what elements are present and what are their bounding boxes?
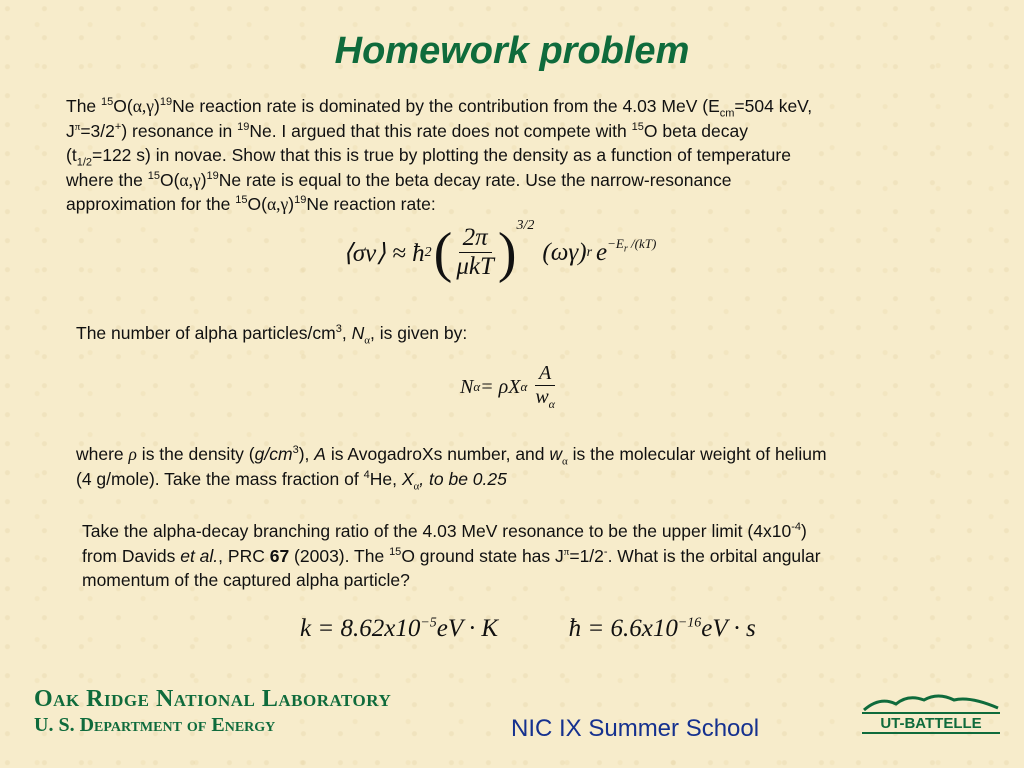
ut-battelle-logo <box>858 690 1004 738</box>
p1-line-5: approximation for the $^{15}O(\alpha,\gamma)^{19}Ne$ reaction rate: <box>66 194 436 214</box>
problem-paragraph-2: The number of alpha particles/$cm^3$, $N_\alpha$, is given by: <box>76 323 468 347</box>
eq2-fraction: $\frac{A}{w_\alpha}$ <box>535 362 555 411</box>
slide-title: Homework problem <box>334 30 690 72</box>
p4-line-1: Take the alpha-decay branching ratio of the 4.03 MeV resonance to be the upper limit $(4x10^{-4})$ <box>82 521 807 541</box>
p1-line-2: $J^\pi=3/2^+$) resonance in $^{19}$Ne. I argued that this rate does not compete with $^{15}$O beta decay <box>66 120 748 141</box>
p4-line-3: momentum of the captured alpha particle? <box>82 570 410 590</box>
boltzmann-constant: $k = 8.62x10^{-5}eV \cdot K$ <box>300 615 499 642</box>
p1-line-3: ($t_{1/2}=122$ s) in novae. Show that this is true by plotting the density as a function of temperature <box>66 145 791 169</box>
logo-text: UT-BATTELLE <box>880 715 982 732</box>
p3-line-2: (4 g/mole). Take the mass fraction of $^4$He, $X_\alpha$, to be 0.25 <box>76 468 507 492</box>
p1-line-4: where the $^{15}O(\alpha,\gamma)^{19}Ne$ rate is equal to the beta decay rate. Use the narrow-resonance <box>66 169 732 190</box>
p1-line-1: The $^{15}O(\alpha,\gamma)^{19}Ne$ reaction rate is dominated by the contribution from the 4.03 MeV ($E_{cm}=504$ keV, <box>66 96 813 120</box>
p4-line-2: from Davids et al., PRC 67 (2003). The $^{15}$O ground state has $J^\pi=1/2^-$. What is the orbital angular <box>82 545 821 566</box>
doe-name: U. S. Department of Energy <box>34 714 276 736</box>
problem-paragraph-4 <box>82 519 982 593</box>
hbar-constant: ħ = $6.6x10^{-16}eV \cdot s$ <box>568 615 756 642</box>
problem-paragraph-3 <box>76 442 976 491</box>
ornl-name: Oak Ridge National Laboratory <box>34 686 392 712</box>
physical-constants <box>300 615 756 643</box>
p3-line-1: where ρ is the density $(g/cm^3)$, A is AvogadroXs number, and $w_\alpha$ is the molecular weight of helium <box>76 444 827 468</box>
problem-paragraph-1 <box>66 94 966 217</box>
alpha-density-equation: N α = ρX α $\frac{A}{w_\alpha}$ <box>460 362 559 412</box>
narrow-resonance-equation: ⟨σv⟩ ≈ ħ 2 ( $\frac{2\pi}{\text{μkT}}$ ) $^{3/2}$ (ωγ) r e $^{-E_r /(kT)}$ <box>343 218 657 284</box>
eq1-fraction: $\frac{2\pi}{\text{μkT}}$ <box>456 224 494 280</box>
footer-school-name: NIC IX Summer School <box>511 715 760 742</box>
